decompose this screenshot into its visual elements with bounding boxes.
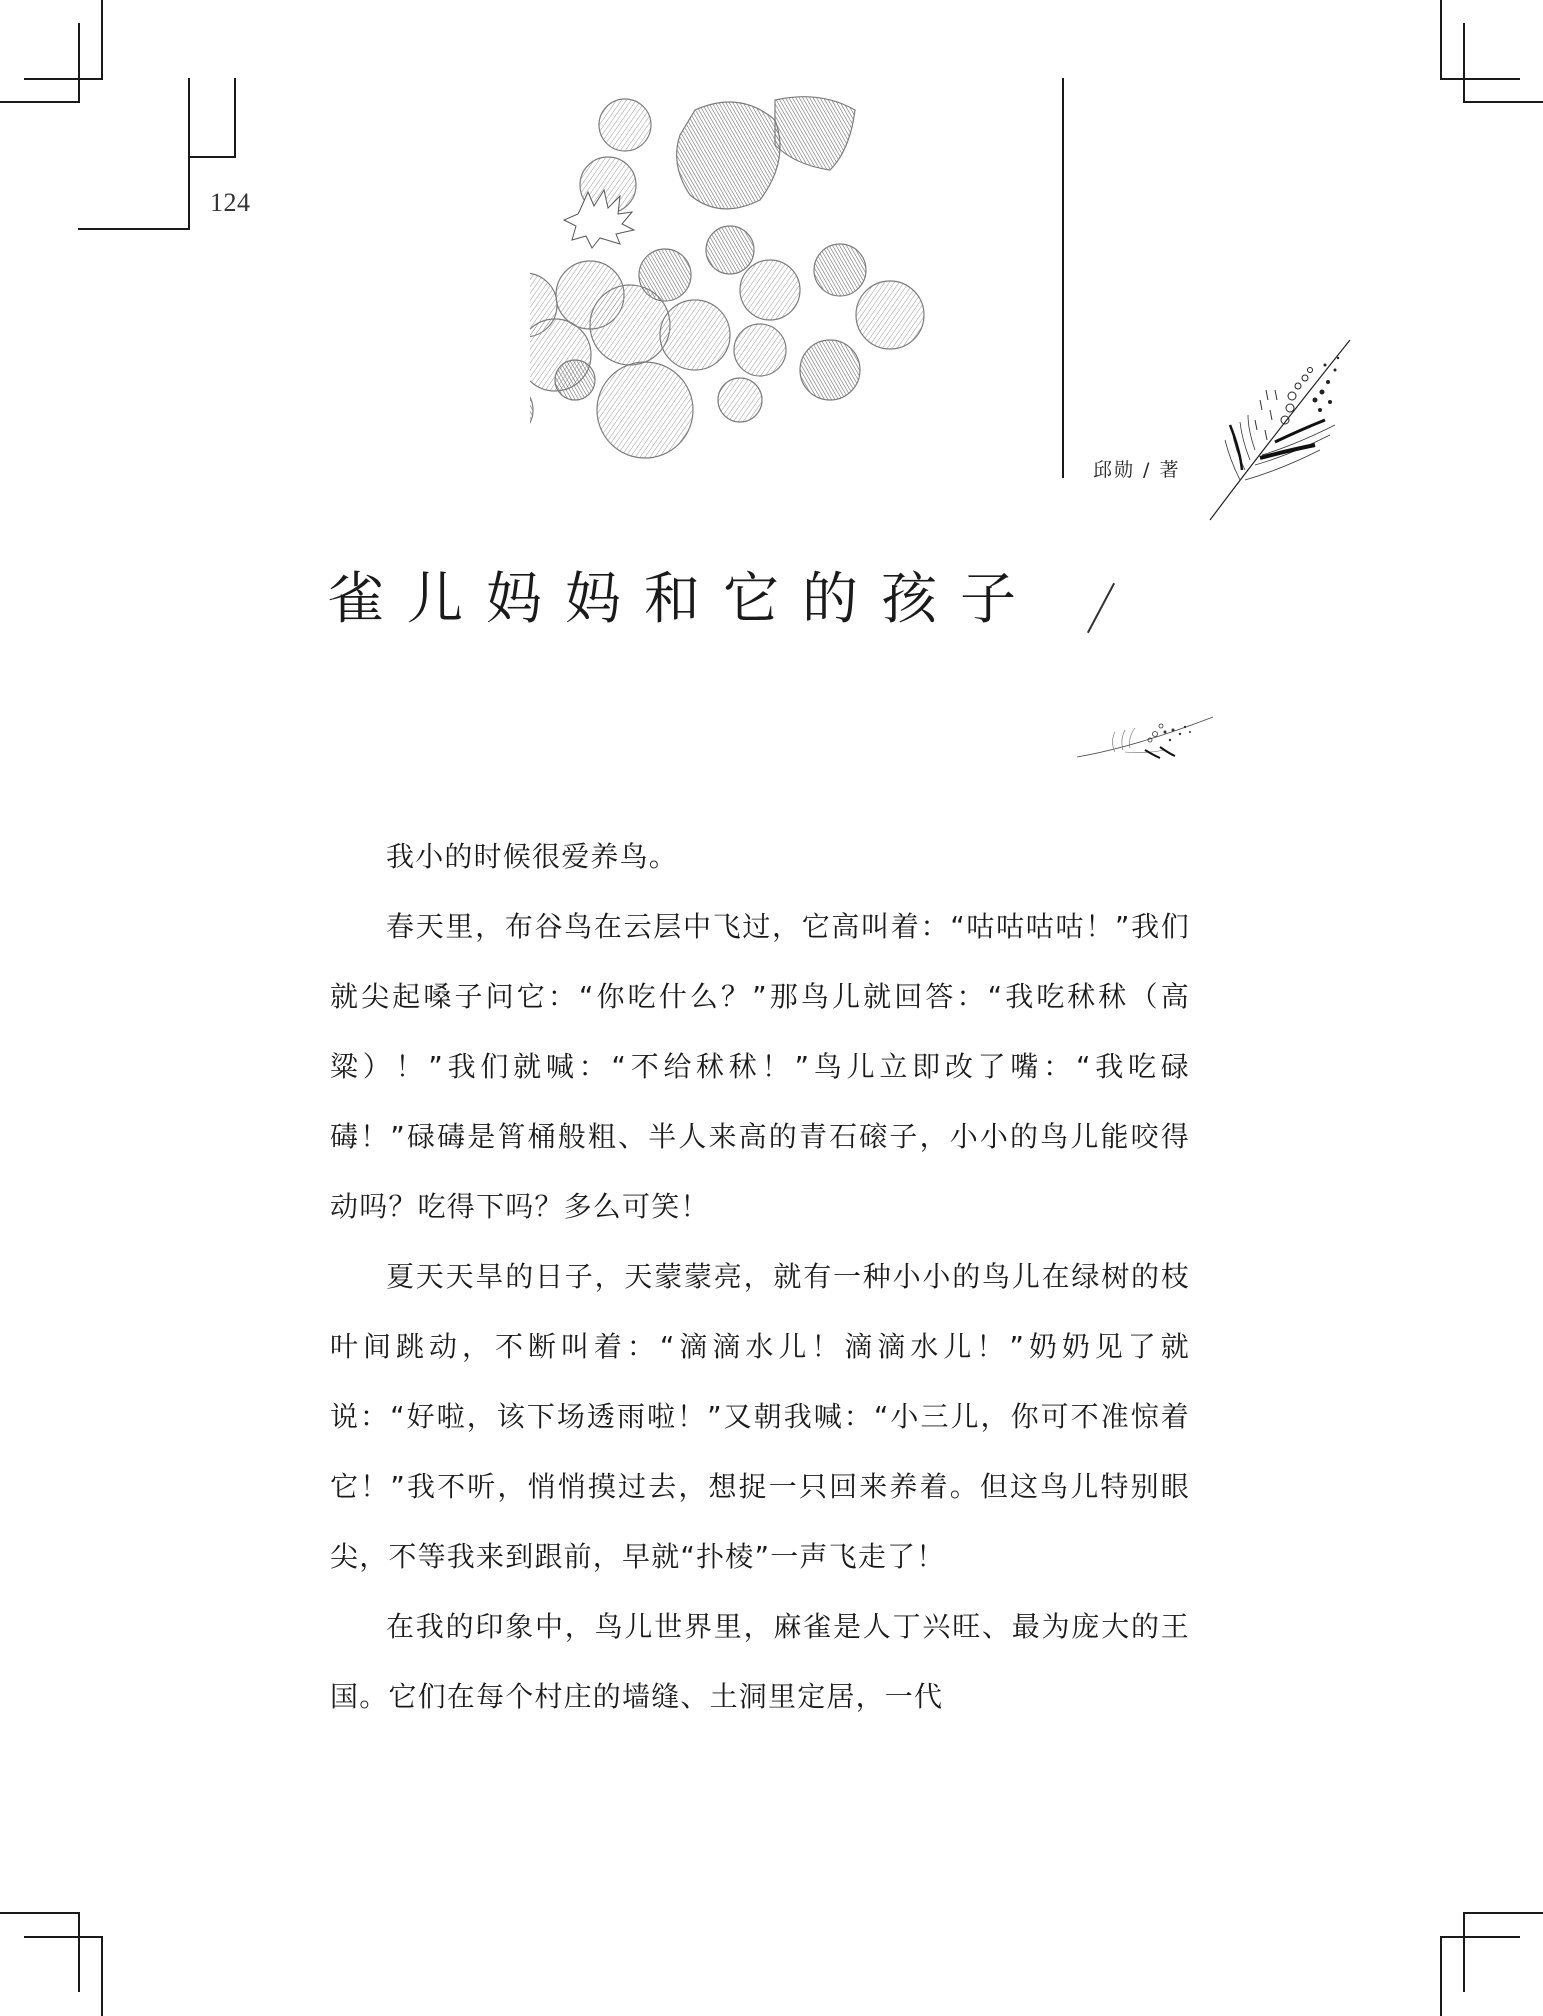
page-number: 124 <box>210 188 251 217</box>
article-title: 雀儿妈妈和它的孩子 <box>328 567 1039 632</box>
article-body <box>330 822 1190 1732</box>
author-divider <box>1062 78 1064 478</box>
feather-icon <box>1075 712 1215 762</box>
paragraph: 在我的印象中，鸟儿世界里，麻雀是人丁兴旺、最为庞大的王国。它们在每个村庄的墙缝、土洞里定居，一代 <box>330 1610 1190 1713</box>
paragraph: 我小的时候很爱养鸟。 <box>386 840 679 873</box>
feather-icon <box>1200 330 1360 530</box>
paragraph: 夏天天旱的日子，天蒙蒙亮，就有一种小小的鸟儿在绿树的枝叶间跳动，不断叫着：“滴滴水儿！滴滴水儿！”奶奶见了就说：“好啦，该下场透雨啦！”又朝我喊：“小三儿，你可不准惊着它！”我不听，悄悄摸过去，想捉一只回来养着。但这鸟儿特别眼尖，不等我来到跟前，早就“扑棱”一声飞走了！ <box>330 1260 1190 1573</box>
paragraph: 春天里，布谷鸟在云层中飞过，它高叫着：“咕咕咕咕！”我们就尖起嗓子问它：“你吃什么？”那鸟儿就回答：“我吃秫秫（高粱）！”我们就喊：“不给秫秫！”鸟儿立即改了嘴：“我吃碌碡！”碌碡是筲桶般粗、半人来高的青石磙子，小小的鸟儿能咬得动吗？吃得下吗？多么可笑！ <box>330 910 1190 1223</box>
author-byline: 邱勋 / 著 <box>1093 459 1181 481</box>
title-slash-divider <box>1087 583 1115 633</box>
lily-pad-illustration <box>530 70 1060 490</box>
